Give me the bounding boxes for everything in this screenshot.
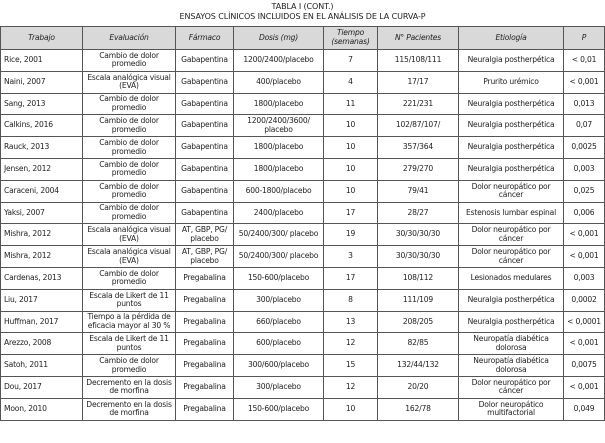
cell-p: 0,07 [564, 115, 605, 137]
table-row [1, 246, 605, 268]
cell-evaluacion: Cambio de dolor promedio [83, 50, 176, 72]
cell-farmaco: Gabapentina [176, 137, 234, 159]
cell-p: 0,0025 [564, 137, 605, 159]
cell-etiologia: Neuralgia postherpética [459, 158, 564, 180]
header-etiologia: Etiología [459, 27, 564, 50]
table-row [1, 267, 605, 289]
cell-farmaco: Gabapentina [176, 202, 234, 224]
cell-tiempo: 17 [324, 267, 378, 289]
cell-etiologia: Neuralgia postherpética [459, 115, 564, 137]
cell-pacientes: 108/112 [378, 267, 459, 289]
cell-trabajo: Yaksi, 2007 [1, 202, 83, 224]
cell-pacientes: 79/41 [378, 180, 459, 202]
cell-farmaco: AT, GBP, PG/ placebo [176, 246, 234, 268]
cell-trabajo: Jensen, 2012 [1, 158, 83, 180]
cell-trabajo: Cardenas, 2013 [1, 267, 83, 289]
cell-pacientes: 111/109 [378, 289, 459, 311]
cell-evaluacion: Cambio de dolor promedio [83, 115, 176, 137]
cell-etiologia: Dolor neuropático multifactorial [459, 398, 564, 420]
cell-evaluacion: Tiempo a la pérdida de eficacia mayor al 30 % [83, 311, 176, 333]
header-evaluacion: Evaluación [83, 27, 176, 50]
header-dosis: Dosis (mg) [234, 27, 324, 50]
cell-dosis: 1200/2400/3600/ placebo [234, 115, 324, 137]
table-row [1, 376, 605, 398]
cell-tiempo: 17 [324, 202, 378, 224]
table-row [1, 311, 605, 333]
cell-tiempo: 10 [324, 398, 378, 420]
cell-trabajo: Mishra, 2012 [1, 224, 83, 246]
cell-tiempo: 11 [324, 93, 378, 115]
cell-p: < 0,001 [564, 246, 605, 268]
cell-trabajo: Naini, 2007 [1, 71, 83, 93]
cell-pacientes: 115/108/111 [378, 50, 459, 72]
cell-pacientes: 28/27 [378, 202, 459, 224]
cell-etiologia: Dolor neuropático por cáncer [459, 224, 564, 246]
cell-evaluacion: Cambio de dolor promedio [83, 180, 176, 202]
cell-tiempo: 12 [324, 376, 378, 398]
header-pacientes: N° Pacientes [378, 27, 459, 50]
cell-p: 0,006 [564, 202, 605, 224]
cell-farmaco: Pregabalina [176, 333, 234, 355]
table-row [1, 202, 605, 224]
table-row [1, 115, 605, 137]
cell-trabajo: Rauck, 2013 [1, 137, 83, 159]
cell-tiempo: 8 [324, 289, 378, 311]
cell-trabajo: Sang, 2013 [1, 93, 83, 115]
table-row [1, 224, 605, 246]
cell-etiologia: Neuralgia postherpética [459, 93, 564, 115]
cell-tiempo: 15 [324, 355, 378, 377]
table-row [1, 355, 605, 377]
table-row [1, 180, 605, 202]
cell-dosis: 660/placebo [234, 311, 324, 333]
cell-etiologia: Neuropatía diabética dolorosa [459, 355, 564, 377]
cell-tiempo: 13 [324, 311, 378, 333]
cell-evaluacion: Decremento en la dosis de morfina [83, 376, 176, 398]
clinical-trials-table [0, 26, 605, 421]
table-row [1, 158, 605, 180]
cell-dosis: 300/placebo [234, 289, 324, 311]
cell-p: < 0,001 [564, 333, 605, 355]
cell-pacientes: 162/78 [378, 398, 459, 420]
cell-tiempo: 10 [324, 180, 378, 202]
table-title: TABLA I (CONT.) [271, 2, 334, 11]
cell-tiempo: 10 [324, 137, 378, 159]
cell-farmaco: Gabapentina [176, 71, 234, 93]
cell-pacientes: 357/364 [378, 137, 459, 159]
cell-dosis: 300/placebo [234, 376, 324, 398]
cell-pacientes: 82/85 [378, 333, 459, 355]
cell-p: 0,003 [564, 158, 605, 180]
cell-etiologia: Neuropatía diabética dolorosa [459, 333, 564, 355]
cell-dosis: 1800/placebo [234, 137, 324, 159]
table-row [1, 50, 605, 72]
cell-farmaco: Pregabalina [176, 289, 234, 311]
cell-trabajo: Calkins, 2016 [1, 115, 83, 137]
cell-farmaco: AT, GBP, PG/ placebo [176, 224, 234, 246]
cell-tiempo: 19 [324, 224, 378, 246]
cell-dosis: 1800/placebo [234, 93, 324, 115]
cell-p: 0,013 [564, 93, 605, 115]
cell-etiologia: Lesionados medulares [459, 267, 564, 289]
cell-evaluacion: Cambio de dolor promedio [83, 202, 176, 224]
header-tiempo: Tiempo (semanas) [324, 27, 378, 50]
cell-p: < 0,001 [564, 71, 605, 93]
cell-evaluacion: Cambio de dolor promedio [83, 158, 176, 180]
cell-etiologia: Estenosis lumbar espinal [459, 202, 564, 224]
cell-trabajo: Dou, 2017 [1, 376, 83, 398]
cell-farmaco: Gabapentina [176, 93, 234, 115]
header-p: P [564, 27, 605, 50]
cell-farmaco: Pregabalina [176, 355, 234, 377]
cell-pacientes: 102/87/107/ [378, 115, 459, 137]
cell-dosis: 150-600/placebo [234, 398, 324, 420]
cell-farmaco: Gabapentina [176, 180, 234, 202]
cell-etiologia: Dolor neuropático por cáncer [459, 376, 564, 398]
header-trabajo: Trabajo [1, 27, 83, 50]
cell-trabajo: Arezzo, 2008 [1, 333, 83, 355]
cell-tiempo: 12 [324, 333, 378, 355]
table-row [1, 289, 605, 311]
cell-pacientes: 30/30/30/30 [378, 224, 459, 246]
cell-pacientes: 30/30/30/30 [378, 246, 459, 268]
header-row [1, 27, 605, 50]
cell-pacientes: 208/205 [378, 311, 459, 333]
cell-dosis: 300/600/placebo [234, 355, 324, 377]
table-row [1, 137, 605, 159]
cell-dosis: 1800/placebo [234, 158, 324, 180]
cell-dosis: 600/placebo [234, 333, 324, 355]
cell-etiologia: Dolor neuropático por cáncer [459, 246, 564, 268]
cell-trabajo: Rice, 2001 [1, 50, 83, 72]
cell-dosis: 2400/placebo [234, 202, 324, 224]
cell-evaluacion: Decremento en la dosis de morfina [83, 398, 176, 420]
cell-p: 0,003 [564, 267, 605, 289]
cell-trabajo: Liu, 2017 [1, 289, 83, 311]
cell-evaluacion: Cambio de dolor promedio [83, 267, 176, 289]
cell-evaluacion: Cambio de dolor promedio [83, 93, 176, 115]
cell-pacientes: 132/44/132 [378, 355, 459, 377]
cell-tiempo: 3 [324, 246, 378, 268]
cell-evaluacion: Escala analógica visual (EVA) [83, 224, 176, 246]
cell-p: < 0,0001 [564, 311, 605, 333]
cell-farmaco: Pregabalina [176, 398, 234, 420]
cell-dosis: 1200/2400/placebo [234, 50, 324, 72]
cell-p: 0,025 [564, 180, 605, 202]
cell-farmaco: Pregabalina [176, 311, 234, 333]
cell-farmaco: Gabapentina [176, 115, 234, 137]
table-row [1, 333, 605, 355]
cell-trabajo: Huffman, 2017 [1, 311, 83, 333]
cell-tiempo: 7 [324, 50, 378, 72]
cell-pacientes: 17/17 [378, 71, 459, 93]
cell-etiologia: Dolor neuropático por cáncer [459, 180, 564, 202]
cell-trabajo: Satoh, 2011 [1, 355, 83, 377]
table-row [1, 71, 605, 93]
table-subtitle: ENSAYOS CLÍNICOS INCLUIDOS EN EL ANÁLISIS DE LA CURVA-P [179, 12, 426, 21]
cell-p: < 0,001 [564, 376, 605, 398]
cell-p: 0,049 [564, 398, 605, 420]
cell-trabajo: Moon, 2010 [1, 398, 83, 420]
cell-dosis: 600-1800/placebo [234, 180, 324, 202]
cell-evaluacion: Cambio de dolor promedio [83, 137, 176, 159]
cell-farmaco: Gabapentina [176, 158, 234, 180]
cell-evaluacion: Escala de Likert de 11 puntos [83, 289, 176, 311]
cell-dosis: 150-600/placebo [234, 267, 324, 289]
cell-p: < 0,01 [564, 50, 605, 72]
cell-evaluacion: Escala analógica visual (EVA) [83, 71, 176, 93]
cell-etiologia: Neuralgia postherpética [459, 137, 564, 159]
cell-p: 0,0002 [564, 289, 605, 311]
cell-dosis: 400/placebo [234, 71, 324, 93]
cell-tiempo: 4 [324, 71, 378, 93]
cell-pacientes: 279/270 [378, 158, 459, 180]
cell-pacientes: 221/231 [378, 93, 459, 115]
table-row [1, 93, 605, 115]
cell-etiologia: Neuralgia postherpética [459, 311, 564, 333]
cell-etiologia: Neuralgia postherpética [459, 289, 564, 311]
cell-dosis: 50/2400/300/ placebo [234, 246, 324, 268]
cell-farmaco: Pregabalina [176, 376, 234, 398]
cell-tiempo: 10 [324, 158, 378, 180]
header-farmaco: Fármaco [176, 27, 234, 50]
cell-pacientes: 20/20 [378, 376, 459, 398]
cell-trabajo: Mishra, 2012 [1, 246, 83, 268]
cell-etiologia: Prurito urémico [459, 71, 564, 93]
table-row [1, 398, 605, 420]
cell-evaluacion: Cambio de dolor promedio [83, 355, 176, 377]
cell-p: < 0,001 [564, 224, 605, 246]
cell-farmaco: Gabapentina [176, 50, 234, 72]
cell-evaluacion: Escala analógica visual (EVA) [83, 246, 176, 268]
cell-tiempo: 10 [324, 115, 378, 137]
cell-farmaco: Pregabalina [176, 267, 234, 289]
cell-evaluacion: Escala de Likert de 11 puntos [83, 333, 176, 355]
cell-etiologia: Neuralgia postherpética [459, 50, 564, 72]
cell-dosis: 50/2400/300/ placebo [234, 224, 324, 246]
cell-p: 0,0075 [564, 355, 605, 377]
cell-trabajo: Caraceni, 2004 [1, 180, 83, 202]
